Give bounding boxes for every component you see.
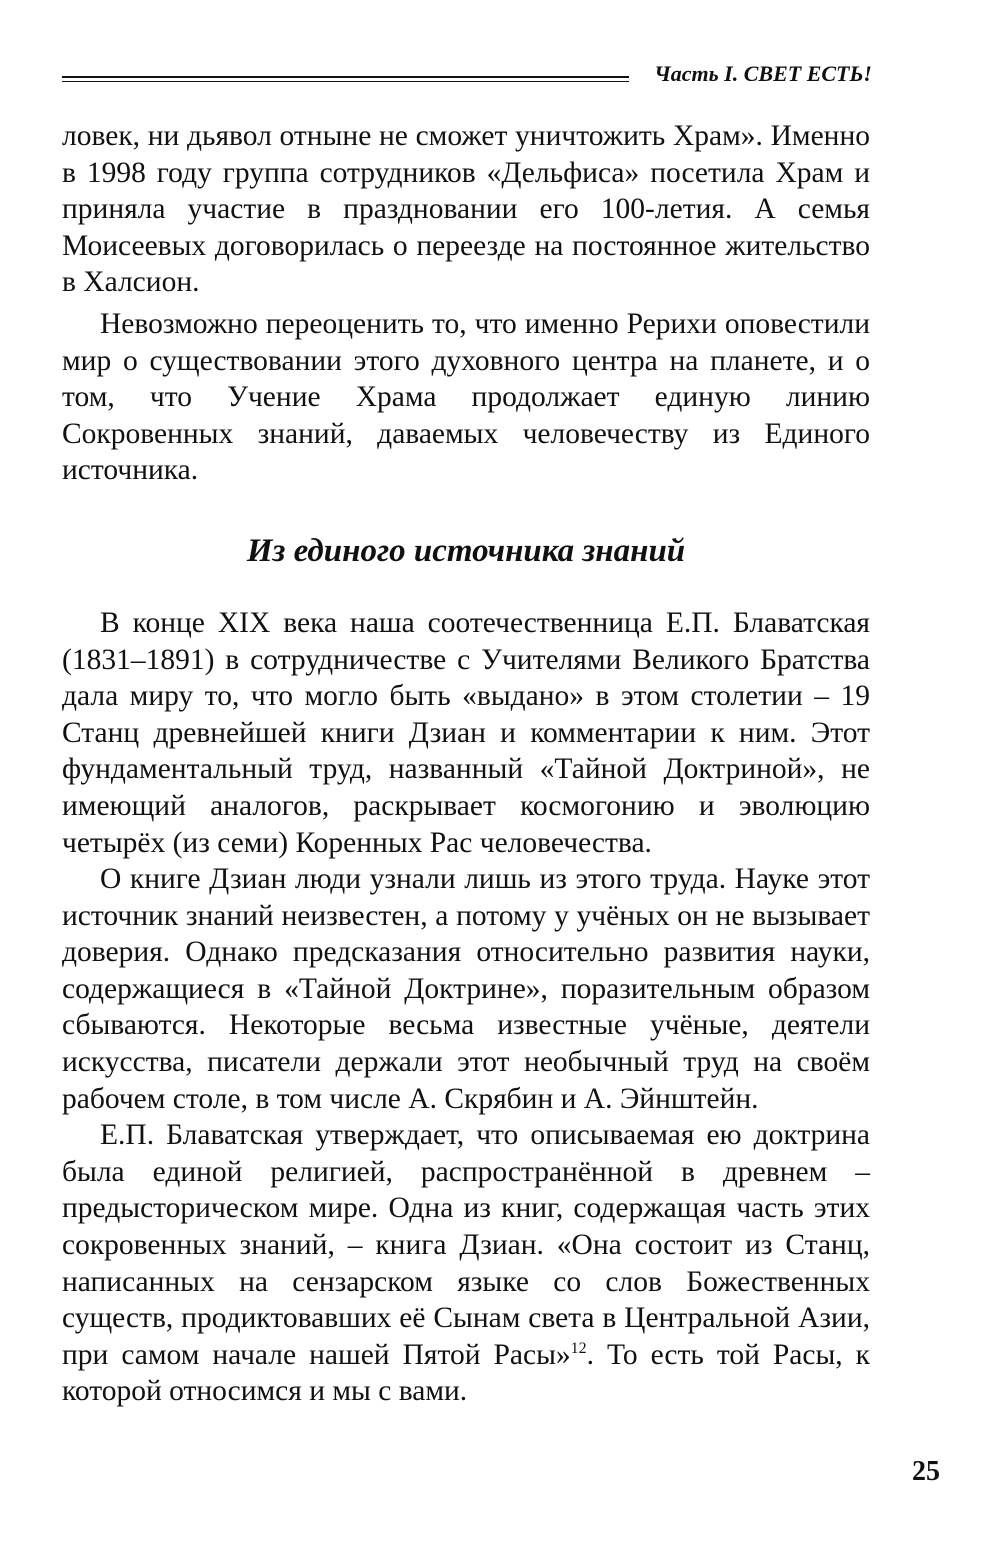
paragraph-text: . То есть той Расы, к которой относимся и мы с вами. xyxy=(62,1338,871,1408)
paragraph xyxy=(62,1117,870,1410)
page-body xyxy=(62,118,870,1410)
paragraph-text: Е.П. Блаватская утверждает, что описываемая ею доктрина была единой религией, распространённой в древнем – предысторическом мире. Одна из книг, содержащая часть этих сокровенных знаний, – книга Дзиан. «Она состоит из Станц, написанных на сензарском языке со слов Божественных существ, продиктовавших её Сынам света в Центральной Азии, при самом начале нашей Пятой Расы» xyxy=(62,1119,870,1371)
paragraph: В конце XIX века наша соотечественница Е.П. Блаватская (1831–1891) в сотрудничестве с Учителями Великого Братства дала миру то, что могло быть «выдано» в этом столетии – 19 Станц древнейшей книги Дзиан и комментарии к ним. Этот фундаментальный труд, названный «Тайной Доктриной», не имеющий аналогов, раскрывает космогонию и эволюцию четырёх (из семи) Коренных Рас человечества. xyxy=(62,606,870,859)
chapter-title: Часть I. СВЕТ ЕСТЬ! xyxy=(654,61,872,86)
paragraph: Невозможно переоценить то, что именно Рерихи оповестили мир о существовании этого духовного центра на планете, и о том, что Учение Храма продолжает единую линию Сокровенных знаний, даваемых человечеству из Единого источника. xyxy=(62,307,870,487)
page-number: 25 xyxy=(912,1456,940,1487)
footnote-reference: 12 xyxy=(570,1339,587,1357)
paragraph-continuation: ловек, ни дьявол отныне не сможет уничтожить Храм». Именно в 1998 году группа сотрудников «Дельфиса» посетила Храм и приняла участие в праздновании его 100-летия. А семья Моисеевых договорилась о переезде на постоянное жительство в Халсион. xyxy=(62,120,870,299)
header-rule xyxy=(62,76,629,82)
running-header xyxy=(62,60,872,90)
section-heading: Из единого источника знаний xyxy=(246,532,686,569)
paragraph: О книге Дзиан люди узнали лишь из этого труда. Науке этот источник знаний неизвестен, а потому у учёных он не вызывает доверия. Однако предсказания относительно развития науки, содержащиеся в «Тайной Доктрине», поразительным образом сбываются. Некоторые весьма известные учёные, деятели искусства, писатели держали этот необычный труд на своём рабочем столе, в том числе А. Скрябин и А. Эйнштейн. xyxy=(62,863,870,1115)
